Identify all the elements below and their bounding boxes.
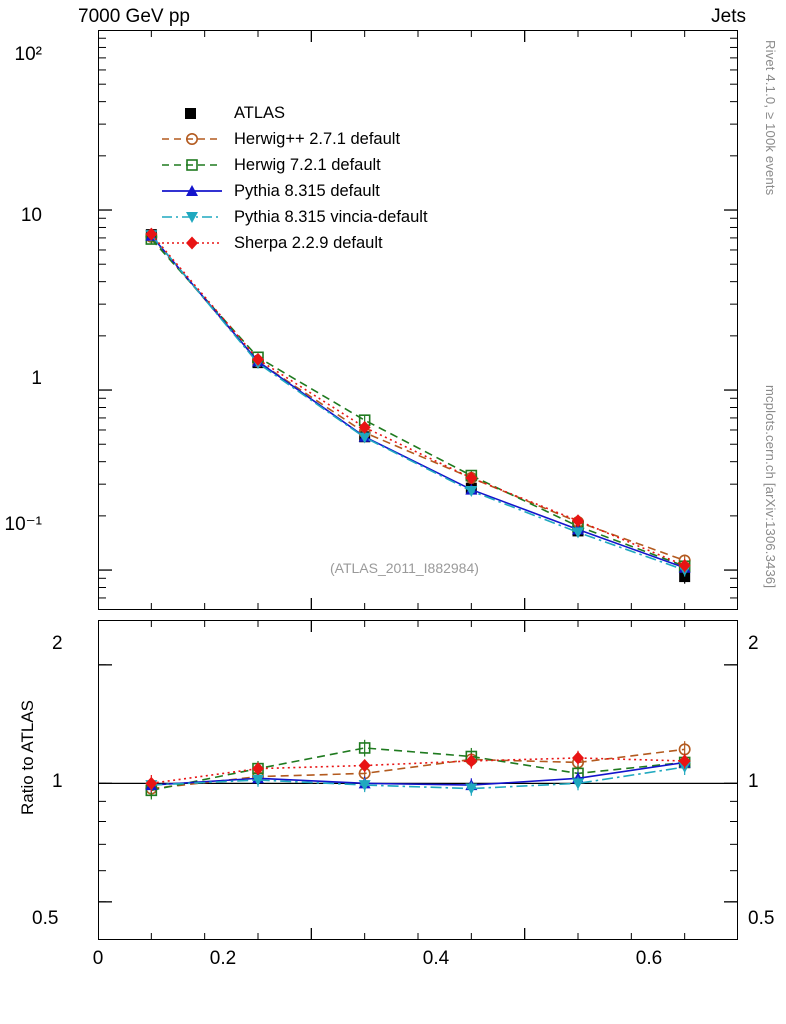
legend-label-pythia-default: Pythia 8.315 default — [234, 181, 380, 200]
ratio-ytick-label-05-right: 0.5 — [748, 908, 775, 929]
legend-label-atlas: ATLAS — [234, 103, 286, 122]
ratio-ytick-label-1-right: 1 — [748, 771, 759, 792]
header-right-label: Jets — [711, 6, 746, 27]
legend-key-sherpa — [160, 233, 226, 253]
ytick-label-1: 1 — [31, 368, 42, 389]
xtick-label-0.4: 0.4 — [422, 948, 450, 969]
legend — [160, 100, 428, 256]
legend-label-pythia-vincia: Pythia 8.315 vincia-default — [234, 207, 428, 226]
legend-item-pythia-default — [160, 178, 428, 204]
ytick-label-100: 10² — [14, 44, 42, 65]
xtick-label-0: 0 — [92, 948, 104, 969]
legend-key-pythia-vincia — [160, 207, 226, 227]
ratio-ytick-label-2-left: 2 — [52, 633, 63, 654]
ratio-y-axis-label: Ratio to ATLAS — [18, 700, 37, 815]
legend-label-herwig7: Herwig 7.2.1 default — [234, 155, 381, 174]
ytick-label-10: 10 — [20, 205, 42, 226]
legend-item-sherpa — [160, 230, 428, 256]
legend-key-herwigpp — [160, 129, 226, 149]
legend-key-herwig7 — [160, 155, 226, 175]
ratio-plot-canvas — [98, 620, 738, 940]
xtick-label-0.6: 0.6 — [635, 948, 663, 969]
legend-item-herwigpp — [160, 126, 428, 152]
analysis-watermark: (ATLAS_2011_I882984) — [330, 560, 479, 576]
ratio-ytick-label-2-right: 2 — [748, 633, 759, 654]
header-left-label: 7000 GeV pp — [78, 6, 190, 27]
legend-item-herwig7 — [160, 152, 428, 178]
ytick-label-0.1: 10⁻¹ — [4, 514, 42, 535]
legend-item-atlas — [160, 100, 428, 126]
legend-label-sherpa: Sherpa 2.2.9 default — [234, 233, 383, 252]
legend-key-atlas — [160, 103, 226, 123]
rivet-version-label: Rivet 4.1.0, ≥ 100k events — [763, 40, 778, 196]
arxiv-source-label: mcplots.cern.ch [arXiv:1306.3436] — [763, 385, 778, 589]
ratio-ytick-label-1-left: 1 — [52, 771, 63, 792]
xtick-label-0.2: 0.2 — [209, 948, 237, 969]
ratio-ytick-label-05-left: 0.5 — [32, 908, 59, 929]
legend-item-pythia-vincia — [160, 204, 428, 230]
legend-label-herwigpp: Herwig++ 2.7.1 default — [234, 129, 401, 148]
legend-key-pythia-default — [160, 181, 226, 201]
